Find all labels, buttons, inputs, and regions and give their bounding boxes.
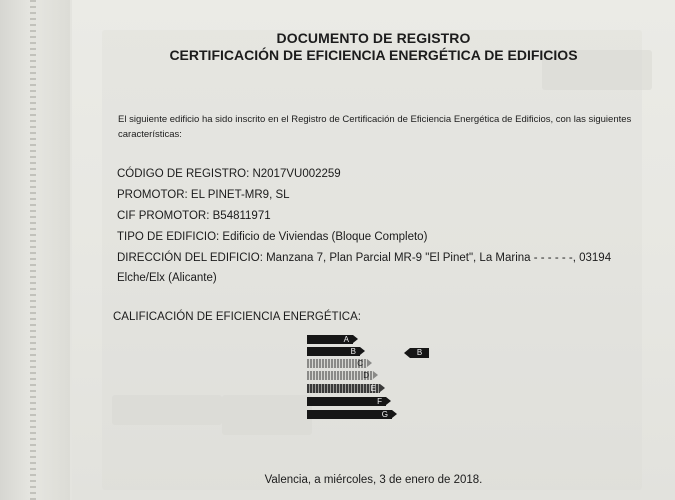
registration-code: CÓDIGO DE REGISTRO: N2017VU002259 bbox=[117, 168, 341, 180]
developer-name: PROMOTOR: EL PINET-MR9, SL bbox=[117, 189, 290, 201]
rating-bar-g: G bbox=[307, 410, 392, 419]
rating-indicator: B bbox=[410, 348, 429, 358]
rating-bar-c: C bbox=[307, 359, 367, 368]
rating-bar-b: B bbox=[307, 347, 360, 356]
rating-bar-f: F bbox=[307, 397, 386, 406]
binder-perforation bbox=[30, 0, 36, 500]
rating-title: CALIFICACIÓN DE EFICIENCIA ENERGÉTICA: bbox=[113, 311, 361, 323]
building-type: TIPO DE EDIFICIO: Edificio de Viviendas (Bloque Completo) bbox=[117, 231, 428, 243]
rating-bar-a: A bbox=[307, 335, 353, 344]
rating-bar-d: D bbox=[307, 371, 373, 380]
intro-paragraph: El siguiente edificio ha sido inscrito en el Registro de Certificación de Eficiencia Energética de Edificios, con las siguientes características: bbox=[118, 114, 632, 140]
document-title: DOCUMENTO DE REGISTRO bbox=[276, 30, 471, 46]
place-and-date: Valencia, a miércoles, 3 de enero de 2018. bbox=[264, 474, 483, 486]
building-address: DIRECCIÓN DEL EDIFICIO: Manzana 7, Plan Parcial MR-9 "El Pinet", La Marina - - - - - -, 03194 Elche/Elx (Alicante) bbox=[117, 252, 612, 284]
developer-cif: CIF PROMOTOR: B54811971 bbox=[117, 210, 271, 222]
rating-bar-e: E bbox=[307, 384, 380, 393]
document-subtitle: CERTIFICACIÓN DE EFICIENCIA ENERGÉTICA DE EDIFICIOS bbox=[169, 47, 578, 63]
